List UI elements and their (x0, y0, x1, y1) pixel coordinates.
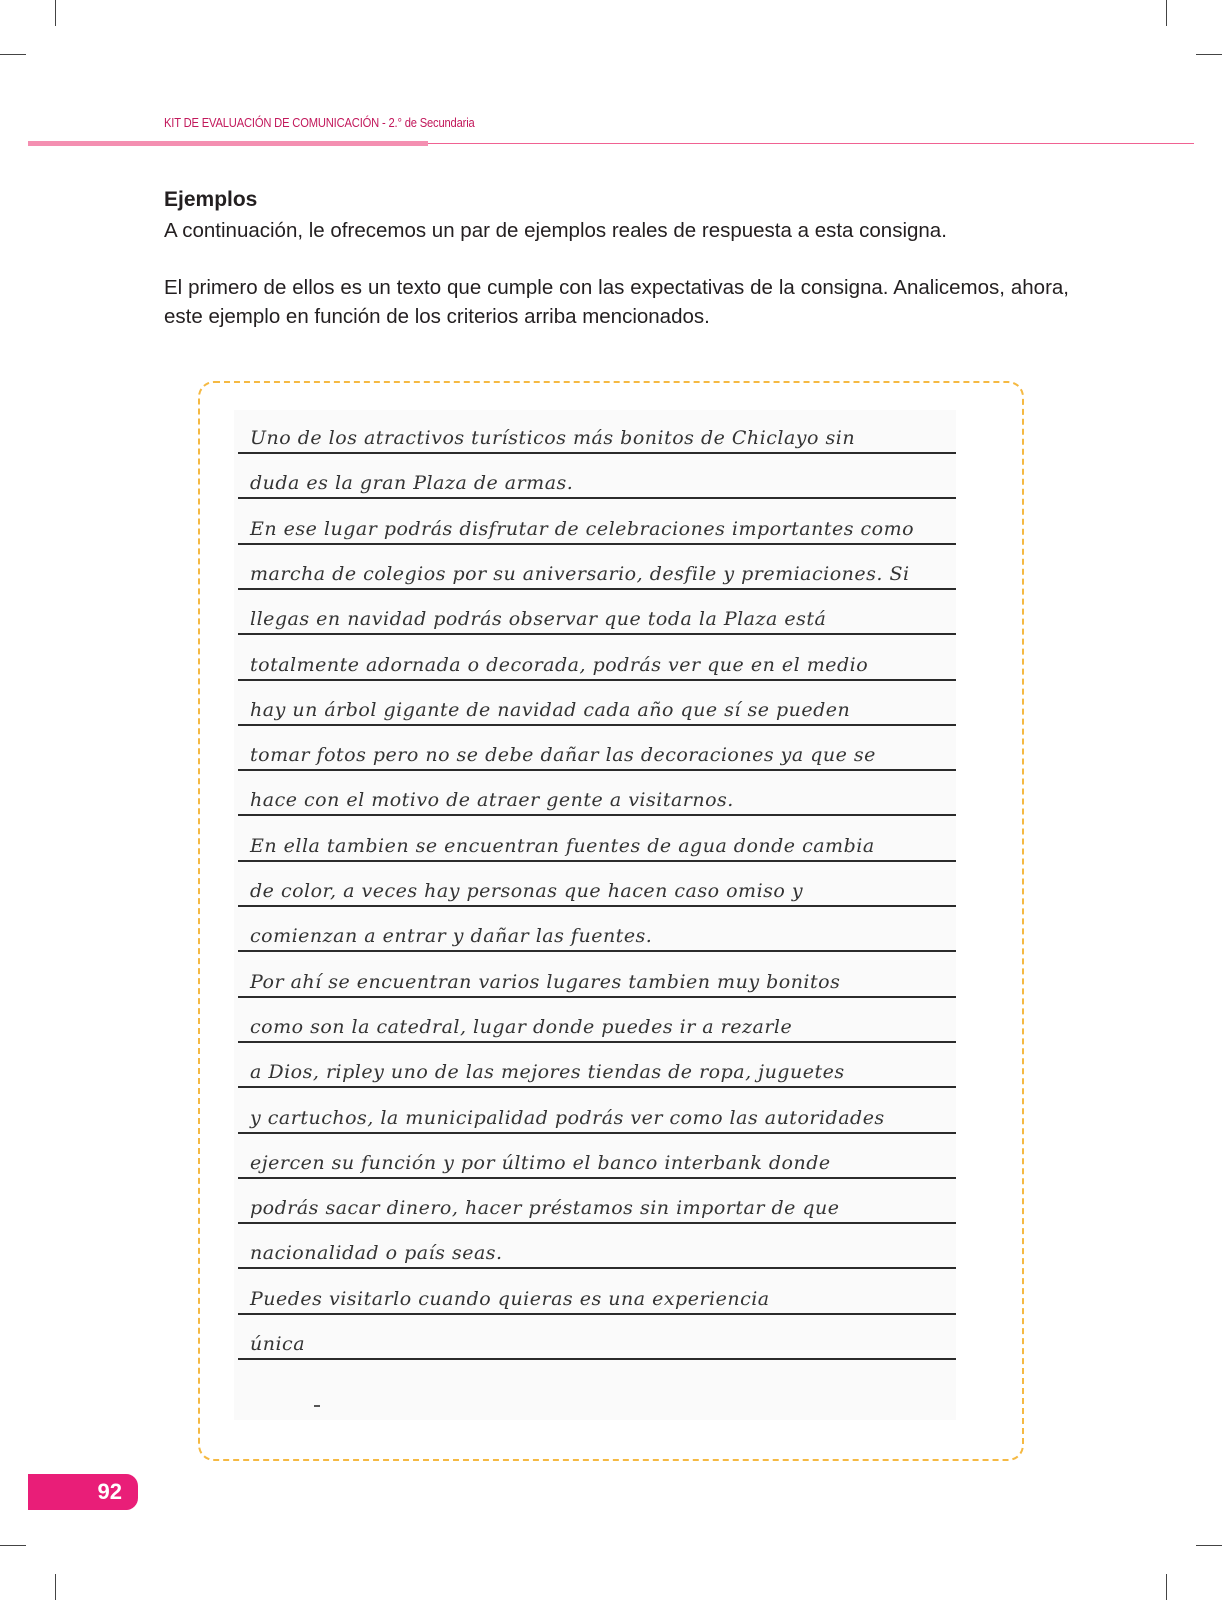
handwritten-text: ejercen su función y por último el banco interbank donde (250, 1151, 831, 1174)
handwritten-line (238, 818, 956, 862)
handwritten-text: hay un árbol gigante de navidad cada año que sí se pueden (250, 698, 851, 721)
crop-mark (1166, 1574, 1167, 1600)
running-header: KIT DE EVALUACIÓN DE COMUNICACIÓN - 2.° de Secundaria (164, 115, 475, 130)
handwritten-text: como son la catedral, lugar donde puedes ir a rezarle (250, 1015, 793, 1038)
page-number: 92 (97, 1479, 122, 1504)
handwritten-line (238, 954, 956, 998)
handwritten-response-scan (234, 410, 956, 1420)
handwritten-text: En ese lugar podrás disfrutar de celebraciones importantes como (250, 517, 915, 540)
handwritten-line (238, 1271, 956, 1315)
handwritten-text: Puedes visitarlo cuando quieras es una experiencia (250, 1287, 770, 1310)
ink-mark (314, 1405, 320, 1407)
handwritten-text: tomar fotos pero no se debe dañar las decoraciones ya que se (250, 744, 876, 767)
header-accent-rule (28, 141, 428, 146)
handwritten-line (238, 1090, 956, 1134)
crop-mark (0, 54, 26, 55)
crop-mark (0, 1545, 26, 1546)
handwritten-text: comienzan a entrar y dañar las fuentes. (250, 925, 653, 948)
handwritten-line (238, 772, 956, 816)
handwritten-line (238, 727, 956, 771)
analysis-paragraph: El primero de ellos es un texto que cumple con las expectativas de la consigna. Analicemos, ahora, este ejemplo en función de los criterios arriba mencionados. (164, 276, 1069, 328)
handwritten-text: Uno de los atractivos turísticos más bonitos de Chiclayo sin (250, 427, 856, 449)
handwritten-text: totalmente adornada o decorada, podrás ver que en el medio (250, 653, 869, 676)
crop-mark (1196, 1545, 1222, 1546)
handwritten-text: En ella tambien se encuentran fuentes de agua donde cambia (250, 834, 875, 857)
handwritten-line (238, 908, 956, 952)
handwritten-text: de color, a veces hay personas que hacen caso omiso y (250, 880, 804, 902)
handwritten-text: llegas en navidad podrás observar que toda la Plaza está (250, 608, 827, 631)
handwritten-line (238, 863, 956, 907)
crop-mark (55, 0, 56, 26)
crop-mark (1196, 54, 1222, 55)
handwritten-text: única (250, 1333, 306, 1355)
handwritten-line (238, 637, 956, 681)
handwritten-line (238, 501, 956, 545)
handwritten-line (238, 1135, 956, 1179)
handwritten-line (238, 999, 956, 1043)
handwritten-line (238, 682, 956, 726)
handwritten-line (238, 1180, 956, 1224)
handwritten-line (238, 591, 956, 635)
section-title: Ejemplos (164, 188, 258, 211)
handwritten-text: y cartuchos, la municipalidad podrás ver como las autoridades (250, 1106, 885, 1129)
handwritten-text: Por ahí se encuentran varios lugares tambien muy bonitos (250, 970, 841, 993)
handwritten-text: podrás sacar dinero, hacer préstamos sin importar de que (250, 1197, 840, 1220)
handwritten-text: duda es la gran Plaza de armas. (250, 472, 574, 495)
handwritten-line (238, 1044, 956, 1088)
intro-paragraph: A continuación, le ofrecemos un par de ejemplos reales de respuesta a esta consigna. (164, 219, 947, 242)
handwritten-line (238, 546, 956, 590)
handwritten-text: hace con el motivo de atraer gente a visitarnos. (250, 789, 734, 812)
crop-mark (1166, 0, 1167, 26)
handwritten-line (238, 1225, 956, 1269)
handwritten-line (238, 1316, 956, 1360)
handwritten-text: nacionalidad o país seas. (250, 1242, 503, 1265)
handwritten-text: marcha de colegios por su aniversario, desfile y premiaciones. Si (250, 562, 910, 585)
page-number-badge (28, 1474, 138, 1510)
handwritten-text: a Dios, ripley uno de las mejores tiendas de ropa, juguetes (250, 1061, 845, 1084)
crop-mark (55, 1574, 56, 1600)
handwritten-line (238, 455, 956, 499)
handwritten-line (238, 410, 956, 454)
